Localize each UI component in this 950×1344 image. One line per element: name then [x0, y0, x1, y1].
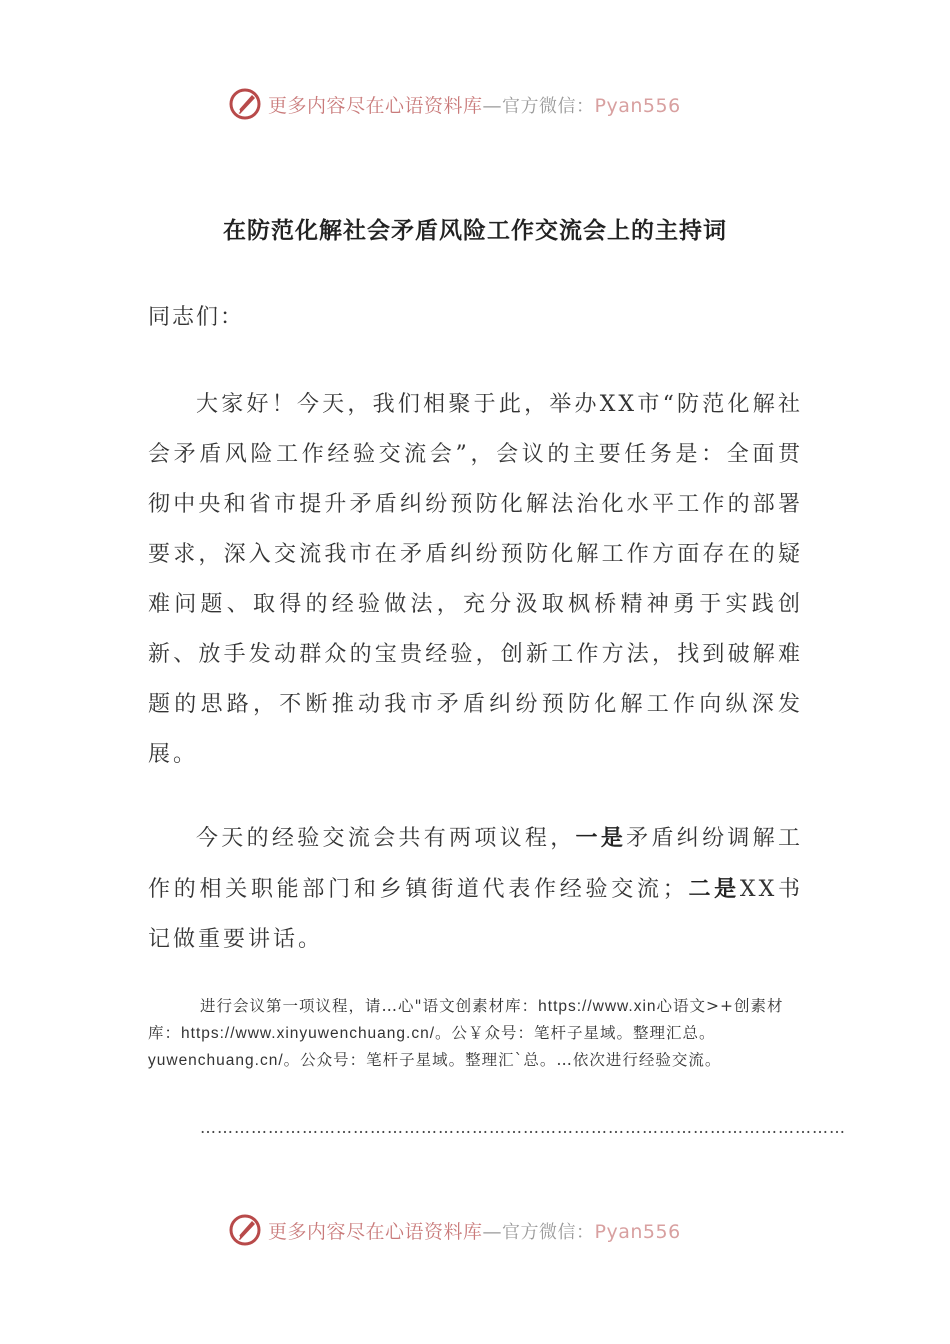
paragraph-note: 进行会议第一项议程，请…心"语文创素材库：https://www.xin心语文>+创素材库：https://www.xinyuwenchuang.cn/。公￥众号：笔杆子星域。整理汇总。yuwenchuang.cn/。公众号：笔杆子星域。整理汇`总。…依次进行经验交流。: [148, 997, 784, 1069]
banner-text: 更多内容尽在心语资料库—官方微信：Pyan556: [268, 94, 681, 117]
document-title: 在防范化解社会矛盾风险工作交流会上的主持词: [223, 217, 727, 244]
header-banner: [0, 84, 950, 124]
footer-banner: [0, 1210, 950, 1250]
dotted-divider: ……………………………………………………………………………………………………: [200, 1118, 846, 1137]
paragraph-agenda: 今天的经验交流会共有两项议程，一是矛盾纠纷调解工作的相关职能部门和乡镇街道代表作经验交流；二是XX书记做重要讲话。: [148, 825, 803, 952]
salutation: 同志们：: [148, 305, 245, 330]
pen-logo-icon: [228, 87, 262, 121]
pen-logo-icon: [228, 1213, 262, 1247]
paragraph-opening: 大家好！今天，我们相聚于此，举办XX市“防范化解社会矛盾风险工作经验交流会”，会议的主要任务是：全面贯彻中央和省市提升矛盾纠纷预防化解法治化水平工作的部署要求，深入交流我市在矛盾纠纷预防化解工作方面存在的疑难问题、取得的经验做法，充分汲取枫桥精神勇于实践创新、放手发动群众的宝贵经验，创新工作方法，找到破解难题的思路，不断推动我市矛盾纠纷预防化解工作向纵深发展。: [148, 392, 803, 767]
banner-text: 更多内容尽在心语资料库—官方微信：Pyan556: [268, 1220, 681, 1243]
